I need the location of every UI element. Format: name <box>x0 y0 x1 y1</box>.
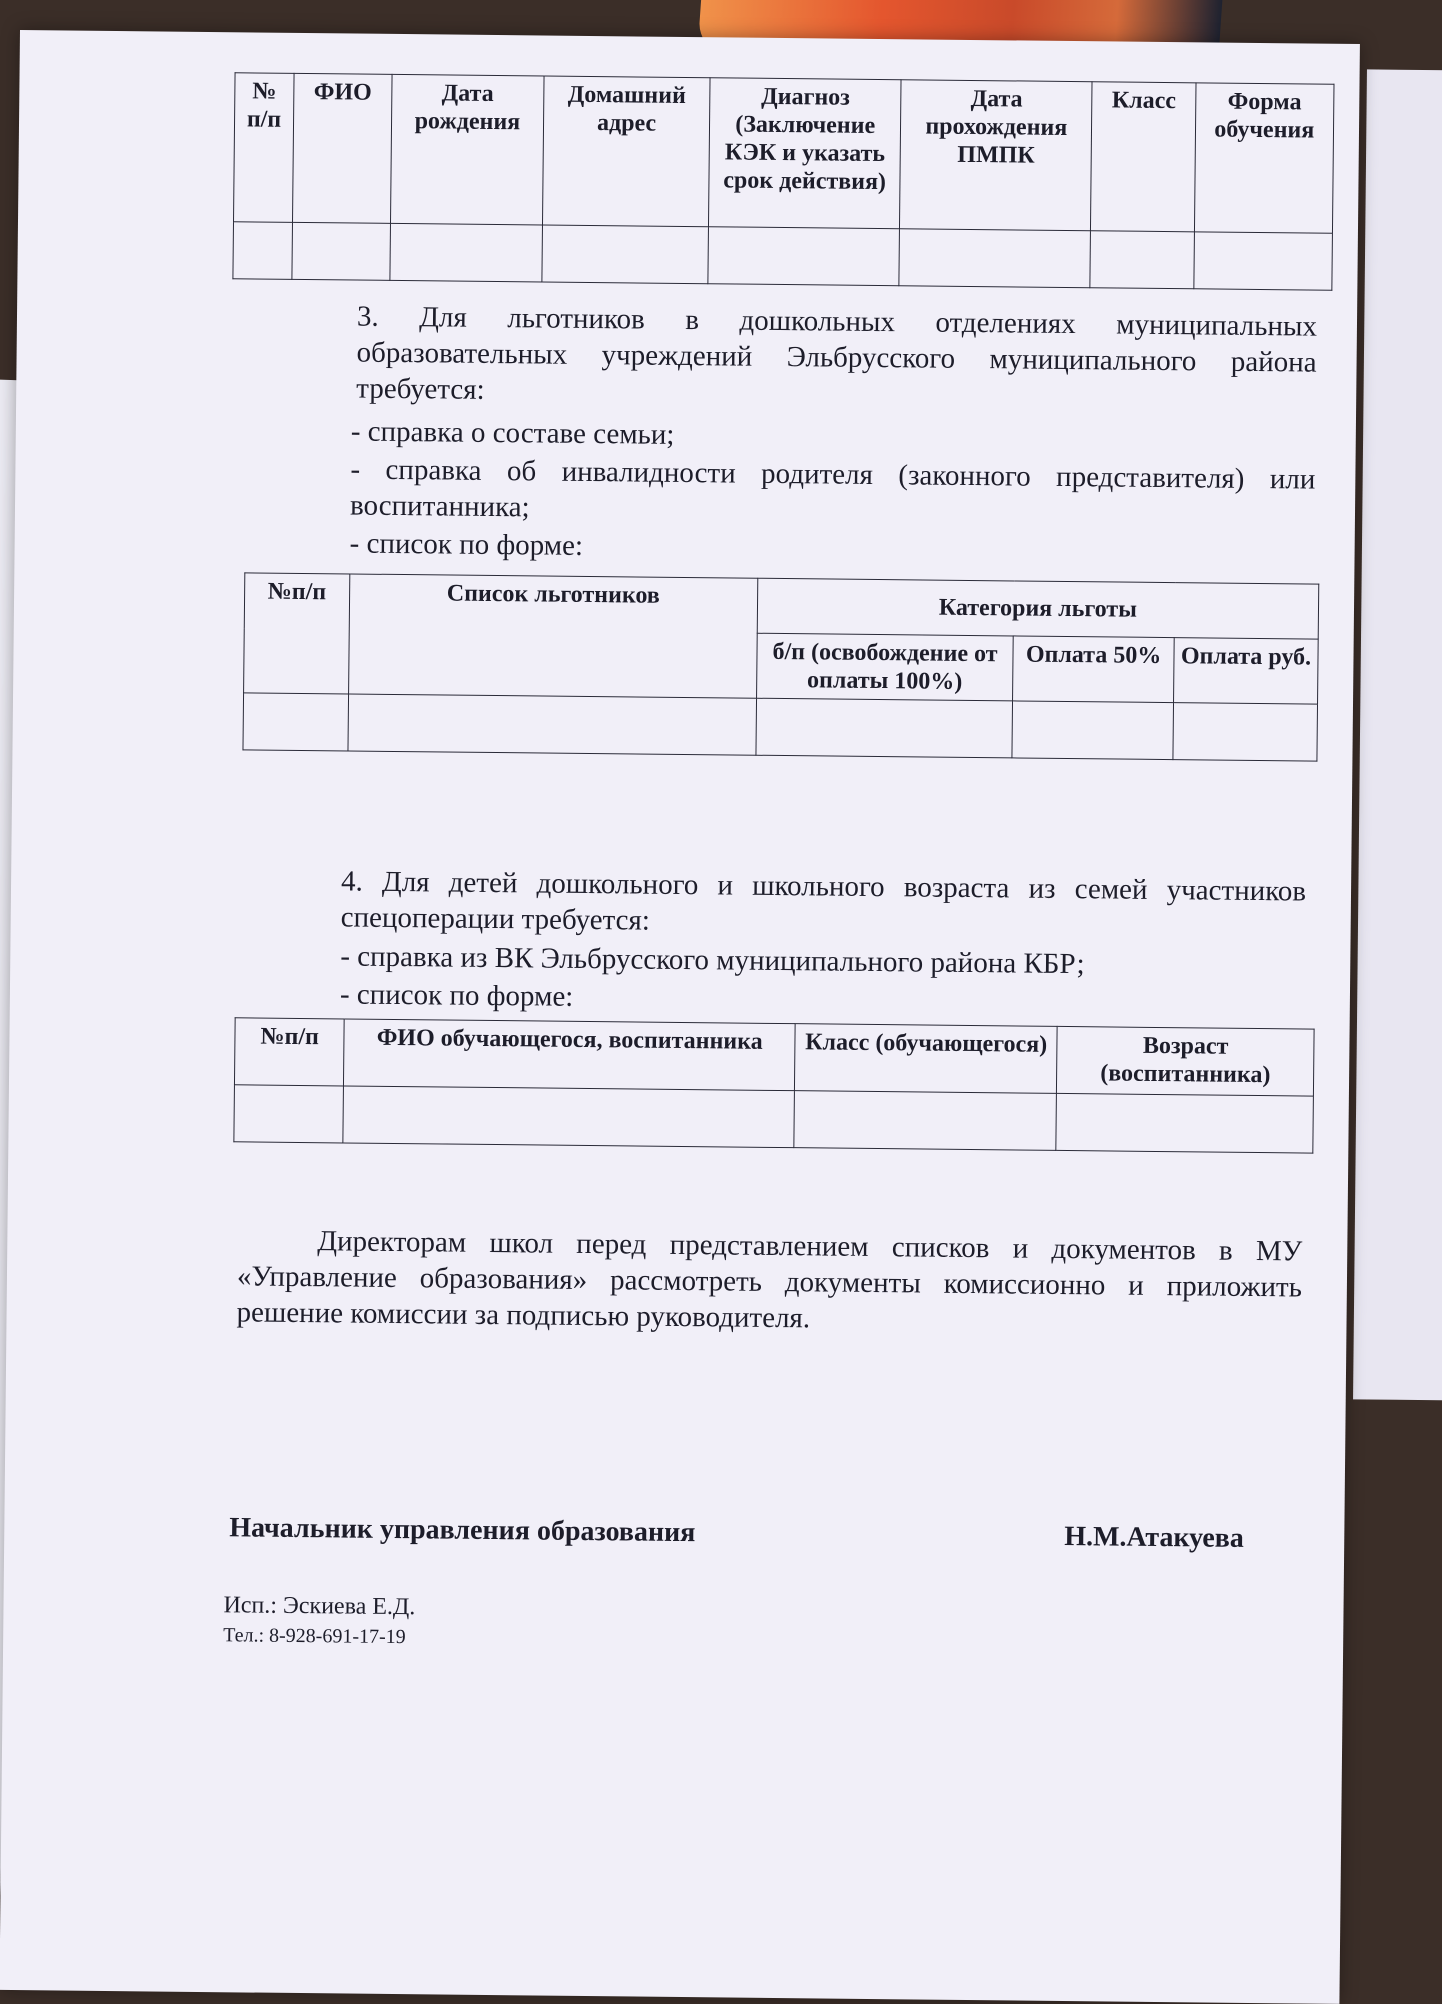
table-header: Дата прохождения ПМПК <box>900 80 1093 231</box>
table-cell <box>542 225 709 284</box>
table-cell <box>343 1086 794 1148</box>
table-header: ФИО обучающегося, воспитанника <box>344 1019 795 1091</box>
table-header: №п/п <box>234 1018 344 1086</box>
table-header: ФИО <box>292 73 392 223</box>
table-row <box>233 222 1333 291</box>
participants-table <box>233 1017 1314 1153</box>
table-row <box>243 693 1318 761</box>
table-header: Диагноз (Заключение КЭК и указать срок действия) <box>709 78 902 229</box>
table-cell <box>390 223 542 282</box>
executor: Исп.: Эскиева Е.Д. <box>223 1592 416 1621</box>
table-cell <box>292 222 391 280</box>
table-header: Класс (обучающегося) <box>795 1024 1058 1094</box>
table-header: Дата рождения <box>390 74 543 225</box>
section4-intro: 4. Для детей дошкольного и школьного возраста из семей участников спецоперации требуется: <box>340 865 1307 937</box>
table-cell <box>1090 231 1194 289</box>
table-cell <box>243 693 348 751</box>
table-header: б/п (освобождение от оплаты 100%) <box>756 633 1013 701</box>
table-header: Список льготников <box>348 574 757 698</box>
phone: Тел.: 8-928-691-17-19 <box>223 1624 406 1649</box>
table-cell <box>1012 701 1173 760</box>
table-header-row <box>234 1018 1314 1096</box>
section3-item: - справка об инвалидности родителя (законного представителя) или воспитанника; <box>349 453 1316 524</box>
table-header: №п/п <box>244 573 350 694</box>
table-header: № п/п <box>234 73 295 223</box>
signatory-name: Н.М.Атакуева <box>1064 1521 1244 1554</box>
students-table <box>232 72 1334 291</box>
table-header: Возраст (воспитанника) <box>1057 1026 1314 1096</box>
table-cell <box>348 694 757 755</box>
table-cell <box>234 1085 344 1143</box>
table-header: Домашний адрес <box>542 76 710 227</box>
section4-item: - список по форме: <box>339 978 574 1013</box>
table-header: Категория льготы <box>757 578 1319 639</box>
document-page <box>0 30 1360 2004</box>
table-cell <box>1173 703 1318 762</box>
table-cell <box>708 227 900 286</box>
table-header: Класс <box>1091 82 1196 232</box>
table-cell <box>756 698 1013 758</box>
table-header: Оплата 50% <box>1013 636 1174 703</box>
section3-item: - справка о составе семьи; <box>350 415 675 451</box>
underlying-page <box>1353 69 1442 1400</box>
table-header-row <box>244 573 1319 639</box>
table-header-row <box>234 73 1335 234</box>
table-cell <box>794 1091 1057 1151</box>
table-cell <box>1193 232 1332 290</box>
table-cell <box>233 222 293 280</box>
section3-item: - список по форме: <box>349 527 584 562</box>
table-row <box>234 1085 1314 1153</box>
closing-paragraph: Директорам школ перед представлением списков и документов в МУ «Управление образования» рассмотреть документы комиссионно и приложить решение комиссии за подписью руководителя. <box>236 1225 1303 1335</box>
signatory-position: Начальник управления образования <box>229 1512 696 1549</box>
table-header: Оплата руб. <box>1174 638 1319 705</box>
table-cell <box>899 229 1091 288</box>
beneficiaries-table <box>242 572 1319 761</box>
table-header: Форма обучения <box>1194 83 1334 233</box>
section3-intro: 3. Для льготников в дошкольных отделениях муниципальных образовательных учреждений Эльбрусского муниципального района требуется: <box>356 300 1318 406</box>
section4-item: - справка из ВК Эльбрусского муниципального района КБР; <box>340 940 1085 981</box>
table-cell <box>1056 1093 1313 1153</box>
